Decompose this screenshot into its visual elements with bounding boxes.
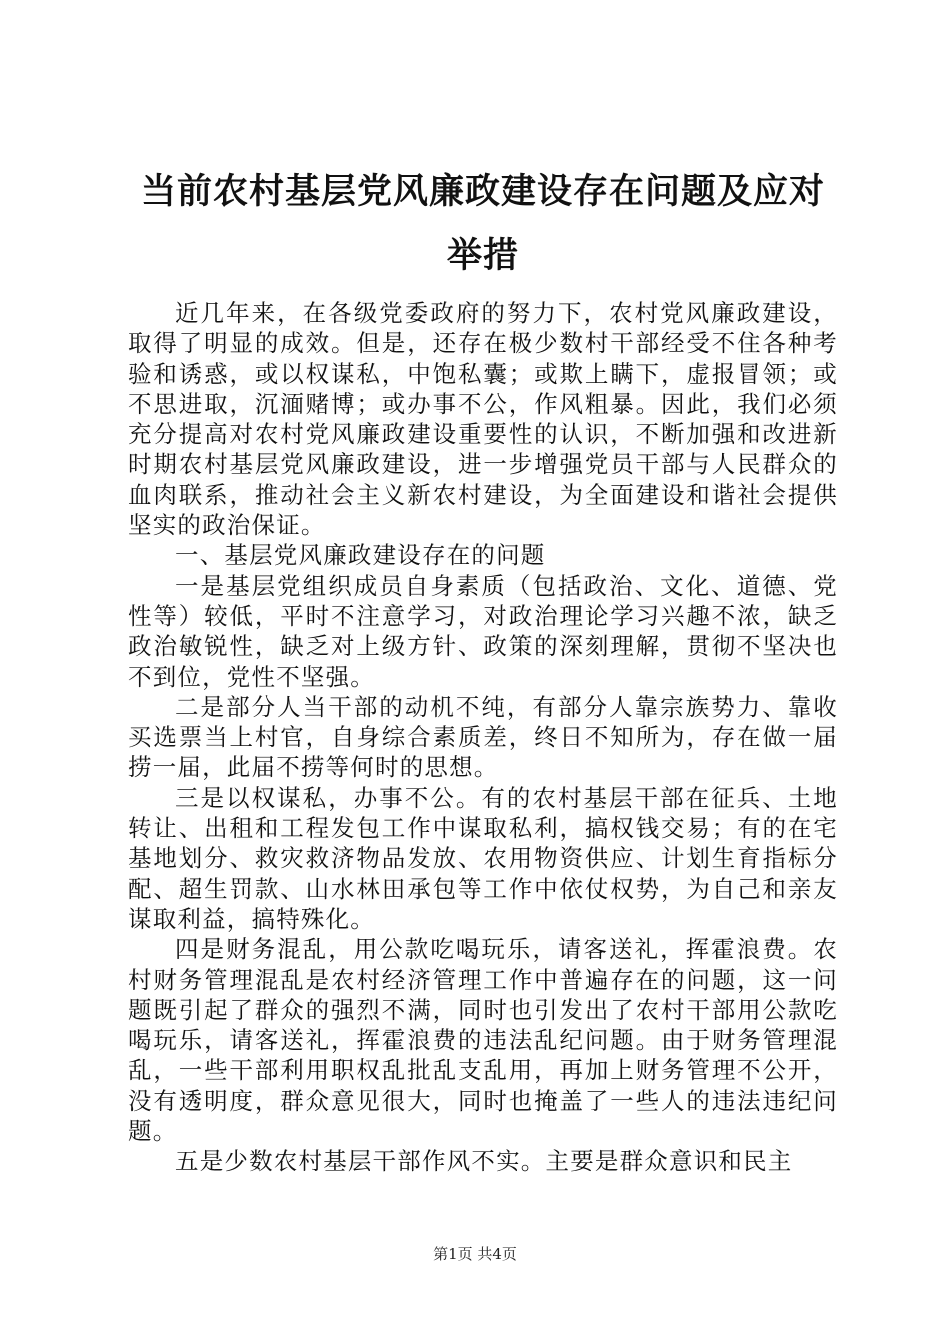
paragraph-point-1: 一是基层党组织成员自身素质（包括政治、文化、道德、党性等）较低，平时不注意学习，对政治理论学习兴趣不浓，缺乏政治敏锐性，缺乏对上级方针、政策的深刻理解，贯彻不坚决也不到位，党性不坚强。: [128, 571, 838, 691]
paragraph-point-2: 二是部分人当干部的动机不纯，有部分人靠宗族势力、靠收买选票当上村官，自身综合素质差，终日不知所为，存在做一届捞一届，此届不捞等何时的思想。: [128, 692, 838, 782]
document-title: 当前农村基层党风廉政建设存在问题及应对举措: [140, 171, 825, 276]
paragraph-point-4: 四是财务混乱，用公款吃喝玩乐，请客送礼，挥霍浪费。农村财务管理混乱是农村经济管理工作中普遍存在的问题，这一问题既引起了群众的强烈不满，同时也引发出了农村干部用公款吃喝玩乐，请客送礼，挥霍浪费的违法乱纪问题。由于财务管理混乱，一些干部利用职权乱批乱支乱用，再加上财务管理不公开，没有透明度，群众意见很大，同时也掩盖了一些人的违法违纪问题。: [128, 935, 838, 1146]
section-heading-problems: 一、基层党风廉政建设存在的问题: [175, 541, 546, 570]
paragraph-intro: 近几年来，在各级党委政府的努力下，农村党风廉政建设，取得了明显的成效。但是，还存在极少数村干部经受不住各种考验和诱惑，或以权谋私，中饱私囊；或欺上瞒下，虚报冒领；或不思进取，沉湎赌博；或办事不公，作风粗暴。因此，我们必须充分提高对农村党风廉政建设重要性的认识，不断加强和改进新时期农村基层党风廉政建设，进一步增强党员干部与人民群众的血肉联系，推动社会主义新农村建设，为全面建设和谐社会提供坚实的政治保证。: [128, 299, 838, 540]
page-footer: 第1页 共4页: [433, 1245, 517, 1263]
paragraph-point-5: 五是少数农村基层干部作风不实。主要是群众意识和民主: [175, 1147, 793, 1176]
paragraph-point-3: 三是以权谋私，办事不公。有的农村基层干部在征兵、土地转让、出租和工程发包工作中谋取私利，搞权钱交易；有的在宅基地划分、救灾救济物品发放、农用物资供应、计划生育指标分配、超生罚款、山水林田承包等工作中依仗权势，为自己和亲友谋取利益，搞特殊化。: [128, 783, 838, 933]
document-body: [128, 298, 838, 1177]
